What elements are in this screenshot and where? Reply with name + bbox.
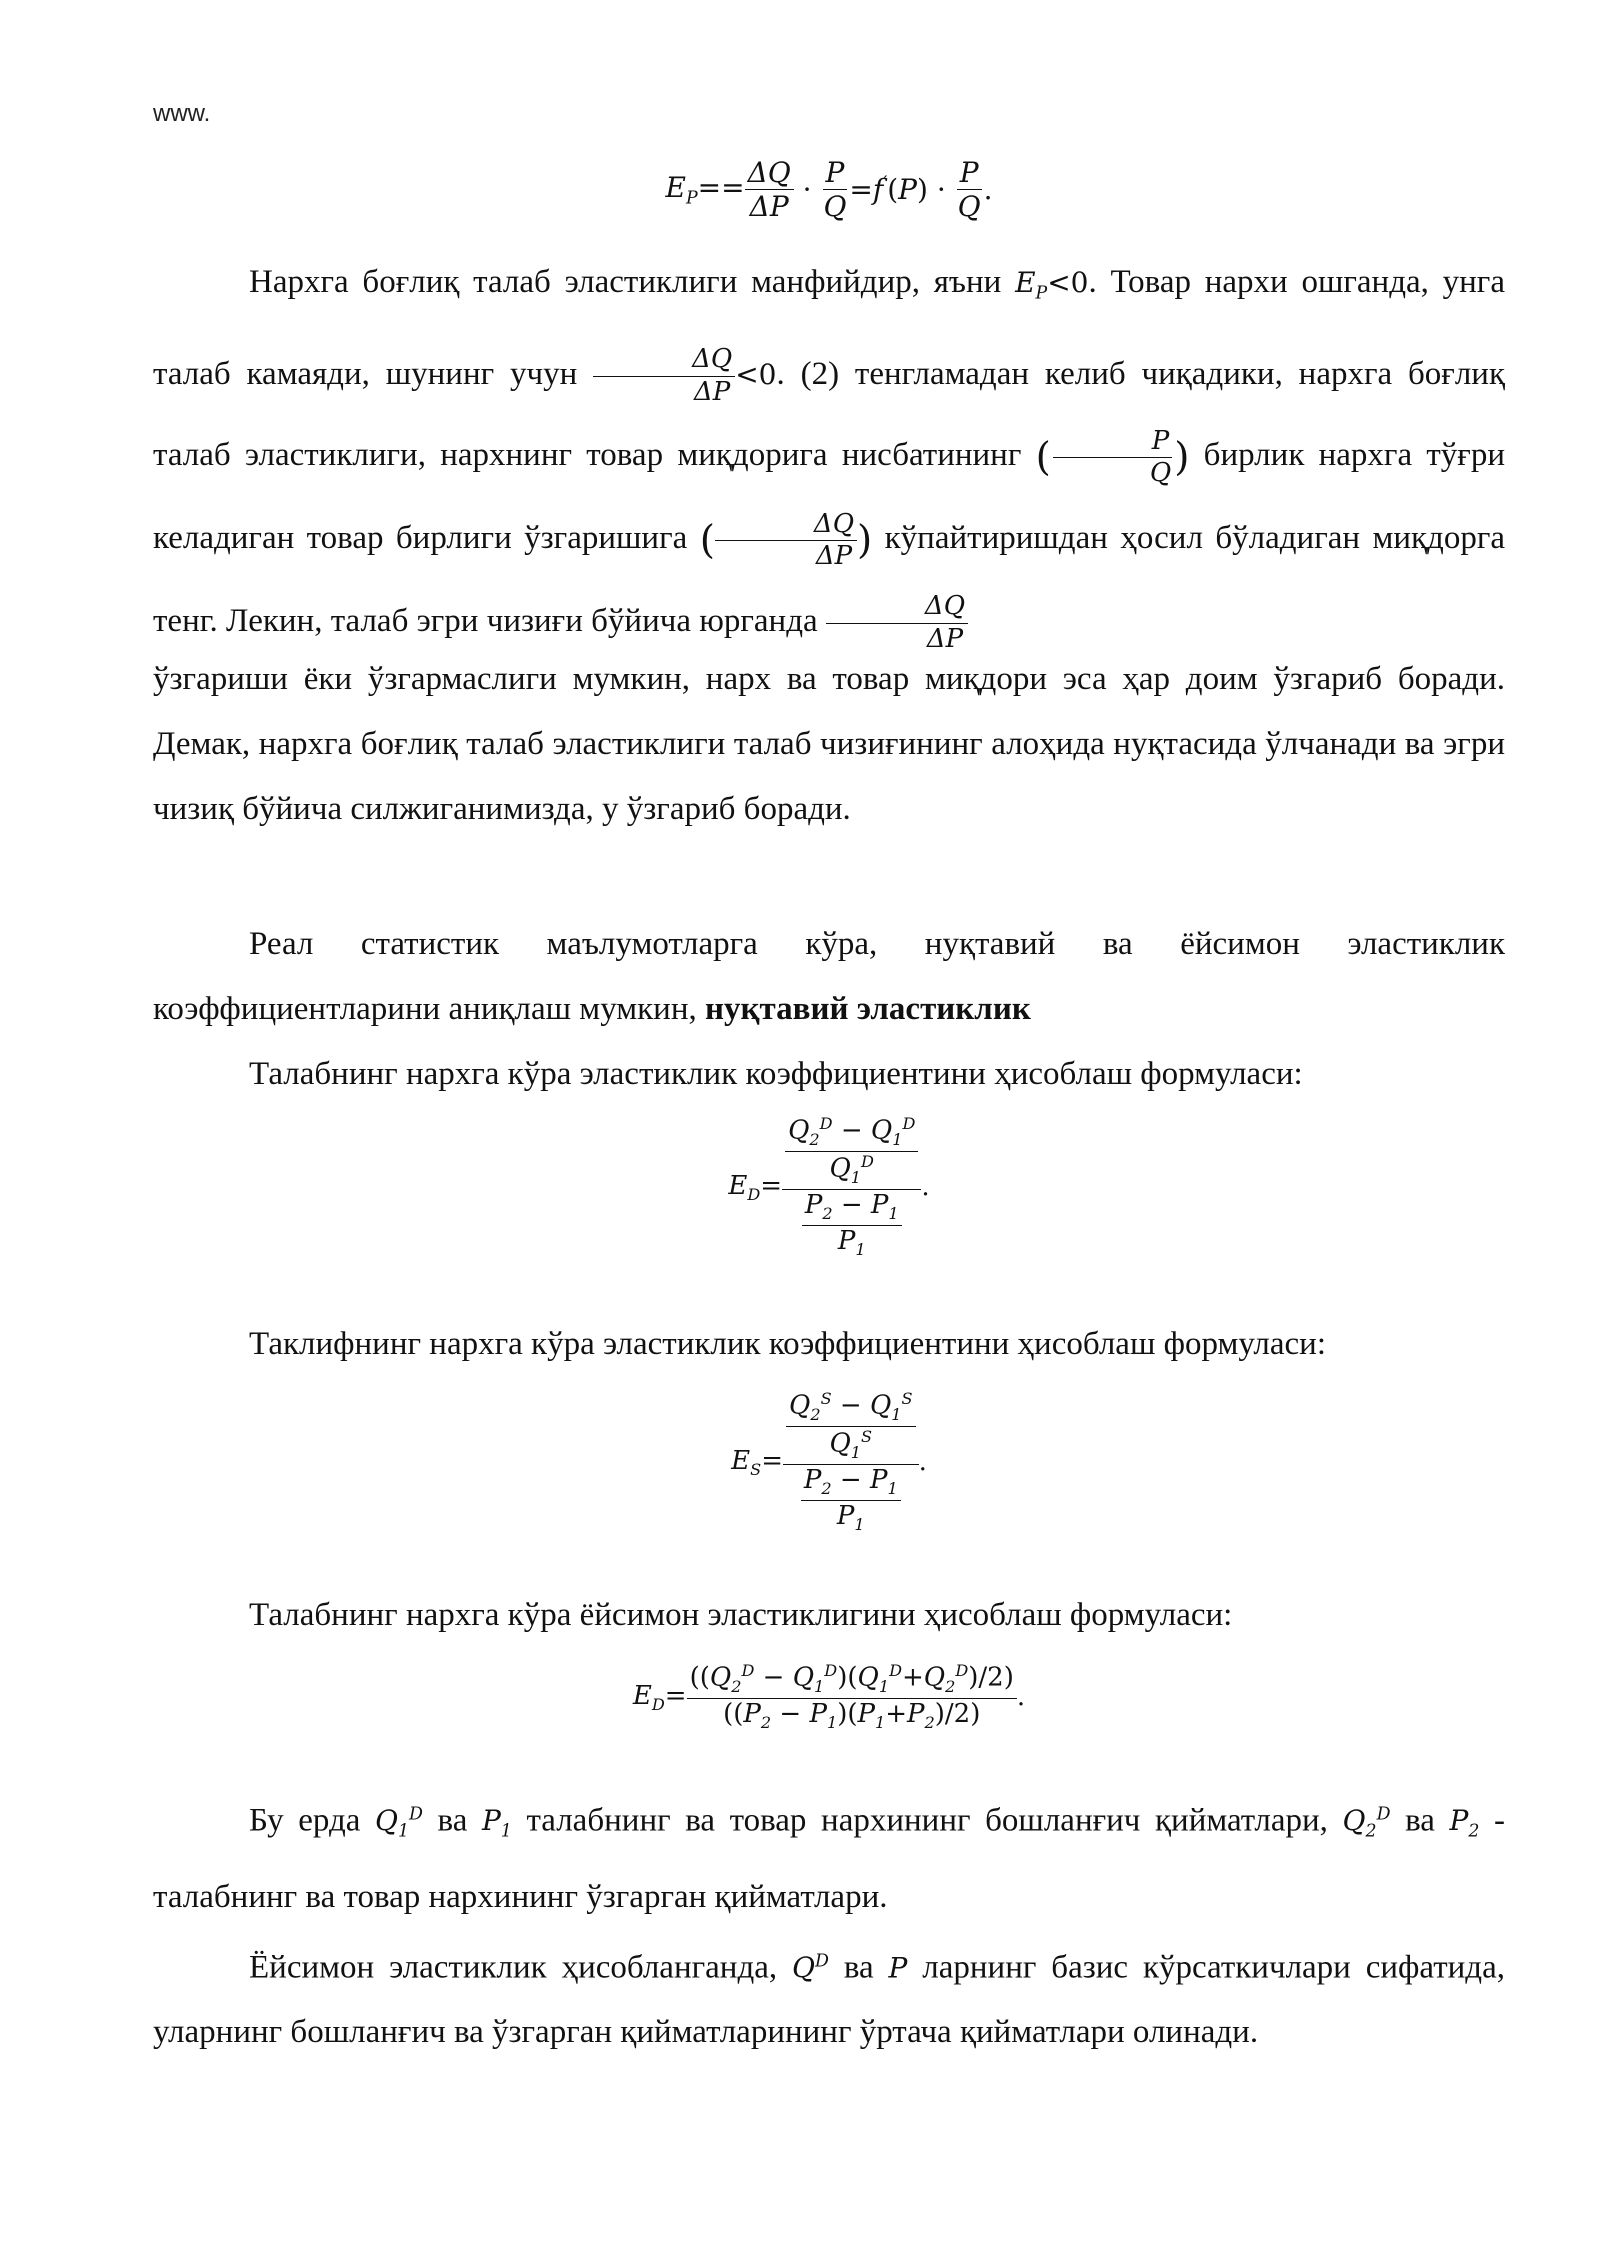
paragraph-2 [153,912,1505,1042]
p1-text-a: Нархга боғлиқ талаб эластиклиги манфийдир, яъни [249,264,1016,300]
paragraph-7 [153,1930,1505,2065]
p1-text-d: бирлик нархга тўғри келадиган товар бирлиги ўзгаришига [153,436,1505,556]
paragraph-1: Нархга боғлиқ талаб эластиклиги манфийдир, яъни $E_P<0$. Товар нархи ошганда, унга талаб камаяди, шунинг учун $\frac{\Delta Q}{\Delta P}$ <0. (2) тенгламадан келиб чиқадики, нархга боғлиқ талаб эластиклиги, нархнинг товар миқдорига нисбатининг ( $\frac{P}{Q}$ ) бирлик нархга тўғри келадиган товар бирлиги ўзгаришига ( $\frac{\Delta Q}{\Delta P}$ ) кўпайтиришдан ҳосил бўладиган миқдорга тенг. Лекин, талаб эгри чизиғи бўйича юрганда $\frac{\Delta Q}{\Delta P}$ [153,264,1506,654]
symbol-qd: $Q^D$ [792,1951,829,1985]
p6-text-c: талабнинг ва товар нархининг бошланғич қийматлари, [511,1802,1343,1839]
formula-point-elasticity: $E_P==$ $\frac{\Delta Q}{\Delta P}$ · $\frac{P}{Q}$ =f′(P) · $\frac{P}{Q}$ . [665,156,993,224]
symbol-q2d: $Q_2^D$ [1342,1804,1391,1842]
formula-dq-dp: $\frac{\Delta Q}{\Delta P}$ [593,346,735,406]
formula-dq-over-dp-paren: ( $\frac{\Delta Q}{\Delta P}$ ) [699,508,873,572]
p6-text-b: ва [422,1802,482,1839]
p6-text-a: Бу ерда [249,1802,375,1839]
p1-text-c: . (2) тенгламадан келиб чиқадики, нархга боғлиқ талаб эластиклиги, нархнинг товар миқдорига нисбатининг [153,355,1505,473]
symbol-p1: $P_1$ [481,1804,512,1842]
p1-text-e: кўпайтиришдан ҳосил бўладиган миқдорга тенг. Лекин, талаб эгри чизиғи бўйича юрганда [153,519,1506,639]
paragraph-6 [153,1783,1505,1930]
p6-text-d: ва [1390,1802,1450,1839]
paragraph-5: Талабнинг нархга кўра ёйсимон эластиклигини ҳисоблаш формуласи: [249,1597,1233,1633]
p7-text-a: Ёйсимон эластиклик ҳисобланганда, [249,1949,793,1986]
paragraph-4: Таклифнинг нархга кўра эластиклик коэффициентини ҳисоблаш формуласи: [249,1326,1327,1362]
formula-ep-negative: $E_P<0$ [1015,266,1089,304]
formula-arc-elasticity: $E_D=$ $\frac{((Q_2^D - Q_1^D)(Q_1^D+Q_2^D)/2)}{((P_2 - P_1)(P_1+P_2)/2)}$ . [632,1661,1026,1732]
p2-text: Реал статистик маълумотларга кўра, нуқтавий ва ёйсимон эластиклик коэффициентларини аниқлаш мумкин, [153,926,1505,1027]
formula-supply-elasticity: $E_S=$ $\frac{\frac{Q_2^S - Q_1^S}{Q_1^S}}{\frac{P_2 - P_1}{P_1}}$ . [731,1389,927,1534]
header-url: www. [153,100,211,127]
paragraph-3: Талабнинг нархга кўра эластиклик коэффициентини ҳисоблаш формуласи: [249,1056,1303,1092]
p7-text-c: ларнинг базис кўрсаткичлари сифатида, уларнинг бошланғич ва ўзгарган қийматларининг ўртача қийматлари олинади. [153,1949,1505,2051]
formula-demand-elasticity: $E_D=$ $\frac{\frac{Q_2^D - Q_1^D}{Q_1^D}}{\frac{P_2 - P_1}{P_1}}$ . [728,1114,930,1259]
p1-text-f: ўзгариши ёки ўзгармаслиги мумкин, нарх ва товар миқдори эса ҳар доим ўзгариб боради. Демак, нархга боғлиқ талаб эластиклиги талаб чизиғининг алоҳида нуқтасида ўлчанади ва эгри чизиқ бўйича силжиганимизда, у ўзгариб боради. [153,660,1505,827]
symbol-p2: $P_2$ [1449,1804,1480,1842]
p7-text-b: ва [828,1949,889,1986]
paragraph-1-cont [153,647,1505,842]
p6-text-e: - талабнинг ва товар нархининг ўзгарган қийматлари. [153,1802,1505,1915]
symbol-q1d: $Q_1^D$ [375,1804,423,1842]
symbol-p: P [888,1951,908,1985]
p2-bold-term: нуқтавий эластиклик [705,991,1031,1027]
p1-text-b: . Товар нархи ошганда, унга талаб камаяди, шунинг учун [153,264,1505,392]
formula-p-over-q: ( $\frac{P}{Q}$ ) [1035,425,1190,489]
formula-dq-dp-2: $\frac{\Delta Q}{\Delta P}$ [826,593,968,653]
